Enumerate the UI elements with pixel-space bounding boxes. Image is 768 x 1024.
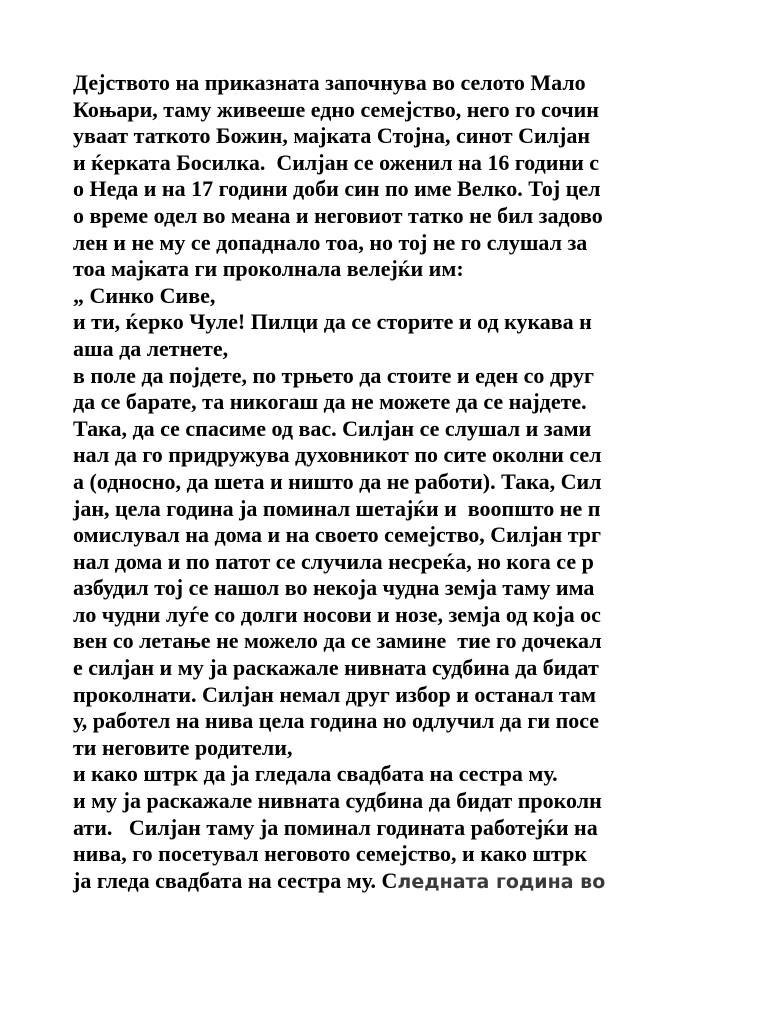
text-line: омислувал на дома и на своето семејство, Силјан трг	[73, 522, 601, 548]
text-line: о Неда и на 17 години доби син по име Велко. Тој цел	[73, 176, 601, 202]
text-line: ати. Силјан таму ја поминал годината работејќи на	[73, 814, 598, 840]
text-line: азбудил тој се нашол во некоја чудна земја таму има	[73, 575, 595, 601]
text-line: уваат таткото Божин, мајката Стојна, синот Силјан	[73, 123, 591, 149]
document-body-text	[73, 70, 713, 894]
text-line: Така, да се спасиме од вас. Силјан се слушал и зами	[73, 415, 592, 441]
text-line: нал дома и по патот се случила несреќа, но кога се р	[73, 548, 594, 574]
text-line: о време одел во меана и неговиот татко не бил задово	[73, 202, 603, 228]
text-line: тоа мајката ги проколнала велејќи им:	[73, 256, 464, 282]
text-line: Коњари, таму живееше едно семејство, него го сочин	[73, 96, 599, 122]
text-line: нал да го придружува духовникот по сите околни сел	[73, 442, 602, 468]
text-line: „ Синко Сиве,	[73, 282, 216, 308]
text-line: у, работел на нива цела година но одлучил да ги посе	[73, 708, 600, 734]
text-line: Дејството на приказната започнува во селото Мало	[73, 70, 586, 95]
text-line: да се барате, та никогаш да не можете да се најдете.	[73, 389, 587, 415]
text-line-last	[73, 868, 713, 895]
text-line: јан, цела година ја поминал шетајќи и воопшто не п	[73, 495, 601, 521]
text-line: ти неговите родители,	[73, 734, 293, 760]
text-line: е силјан и му ја раскажале нивната судбина да бидат	[73, 655, 599, 681]
text-line: аша да летнете,	[73, 335, 229, 361]
text-line: нива, го посетувал неговото семејство, и како штрк	[73, 841, 588, 867]
text-line: лен и не му се допаднало тоа, но тој не го слушал за	[73, 229, 588, 255]
last-line-main-text: ја гледа свадбата на сестра му. С	[73, 867, 398, 893]
text-line: а (односно, да шета и ништо да не работи). Така, Сил	[73, 468, 602, 494]
text-line: проколнати. Силјан немал друг избор и останал там	[73, 681, 596, 707]
text-line: ло чудни луѓе со долги носови и нозе, земја од која ос	[73, 601, 601, 627]
text-line: вен со летање не можело да се замине тие го дочекал	[73, 628, 602, 654]
text-line: и како штрк да ја гледала свадбата на сестра му.	[73, 761, 558, 787]
text-line: и ти, ќерко Чуле! Пилци да се сторите и од кукава н	[73, 309, 592, 335]
text-line: и ќерката Босилка. Силјан се оженил на 16 години с	[73, 149, 600, 175]
text-line: в поле да појдете, по трњето да стоите и еден со друг	[73, 362, 594, 388]
text-line: и му ја раскажале нивната судбина да бидат проколн	[73, 788, 602, 814]
last-line-tail-text: ледната година во	[397, 870, 606, 893]
